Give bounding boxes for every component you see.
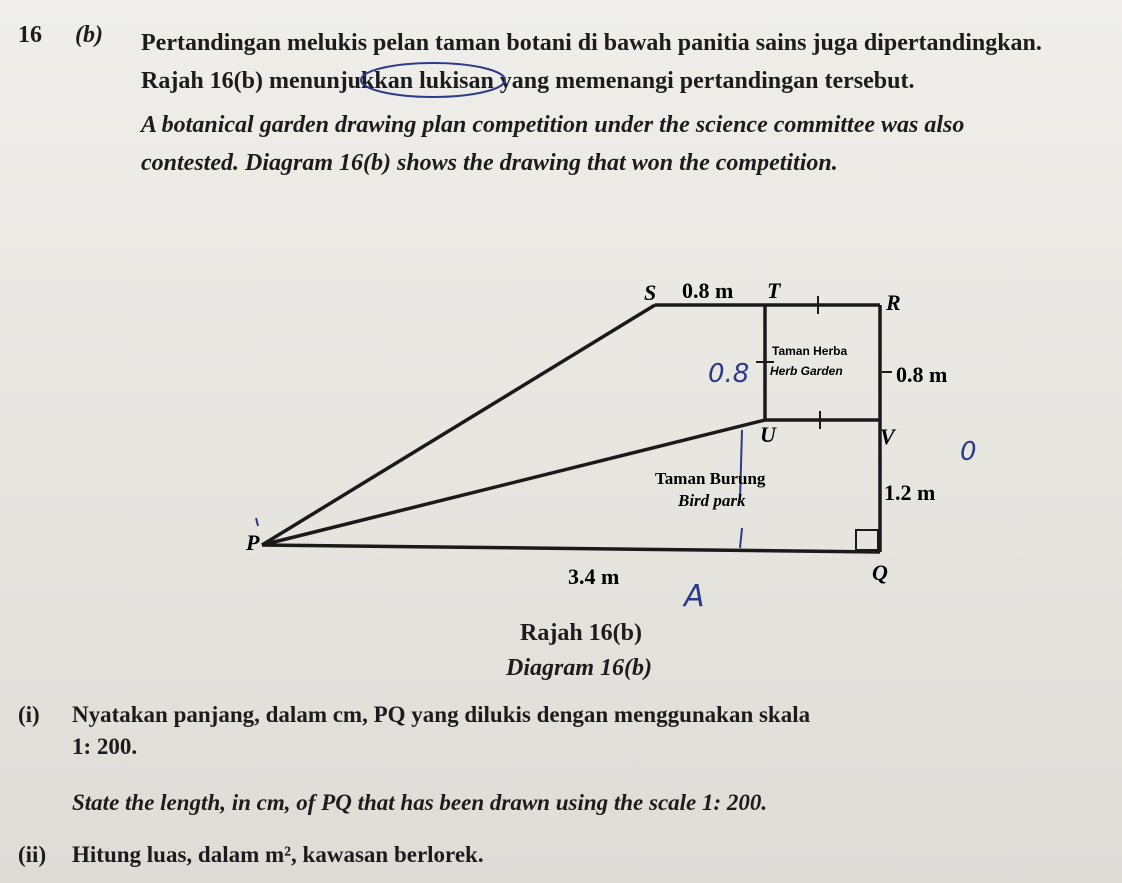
pen-stroke-3 — [256, 518, 258, 526]
dimension-uq: 1.2 m — [884, 480, 936, 505]
herb-garden-label-malay: Taman Herba — [772, 344, 848, 358]
vertex-label-p: P — [246, 530, 260, 555]
subquestion-2-malay: Hitung luas, dalam m², kawasan berlorek. — [72, 842, 484, 867]
pen-stroke-1 — [740, 430, 742, 500]
diagram-caption-english: Diagram 16(b) — [506, 655, 652, 681]
question-number: 16 — [18, 22, 42, 48]
line-ps — [262, 305, 655, 545]
handwritten-note-08: 0.8 — [708, 359, 750, 389]
dimension-tu: 0.8 m — [896, 362, 948, 387]
subquestion-1-malay-line-1: Nyatakan panjang, dalam cm, PQ yang dilukis dengan menggunakan skala — [72, 702, 811, 727]
dimension-pq: 3.4 m — [568, 564, 620, 589]
vertex-label-v: V — [880, 424, 895, 449]
subquestion-2-number: (ii) — [18, 842, 47, 867]
english-paragraph-line-2: contested. Diagram 16(b) shows the drawing that won the competition. — [141, 150, 838, 176]
handwritten-note-0: 0 — [960, 437, 977, 467]
subquestion-1-malay-line-2: 1: 200. — [72, 734, 138, 759]
question-part: (b) — [75, 22, 103, 48]
line-qp — [262, 545, 880, 552]
vertex-label-s: S — [644, 280, 657, 305]
vertex-label-q: Q — [872, 560, 888, 585]
herb-garden-label-english: Herb Garden — [770, 364, 843, 378]
subquestion-1-number: (i) — [18, 702, 40, 727]
handwritten-note-a: A — [684, 579, 705, 614]
vertex-label-r: R — [886, 290, 901, 315]
malay-paragraph-line-2: Rajah 16(b) menunjukkan lukisan yang memenangi pertandingan tersebut. — [141, 68, 915, 94]
dimension-st: 0.8 m — [682, 278, 734, 303]
bird-park-label-english: Bird park — [678, 491, 746, 510]
english-paragraph-line-1: A botanical garden drawing plan competition under the science committee was also — [141, 112, 965, 138]
subquestion-1-english: State the length, in cm, of PQ that has been drawn using the scale 1: 200. — [72, 790, 768, 815]
malay-paragraph-line-1: Pertandingan melukis pelan taman botani di bawah panitia sains juga dipertandingkan. — [141, 30, 1042, 56]
bird-park-label-malay: Taman Burung — [655, 469, 766, 488]
pen-stroke-2 — [740, 528, 742, 548]
vertex-label-u: U — [760, 422, 776, 447]
pen-circle-annotation — [361, 63, 505, 97]
right-angle-marker — [856, 530, 878, 550]
diagram-caption-malay: Rajah 16(b) — [520, 620, 643, 646]
vertex-label-t: T — [767, 278, 781, 303]
